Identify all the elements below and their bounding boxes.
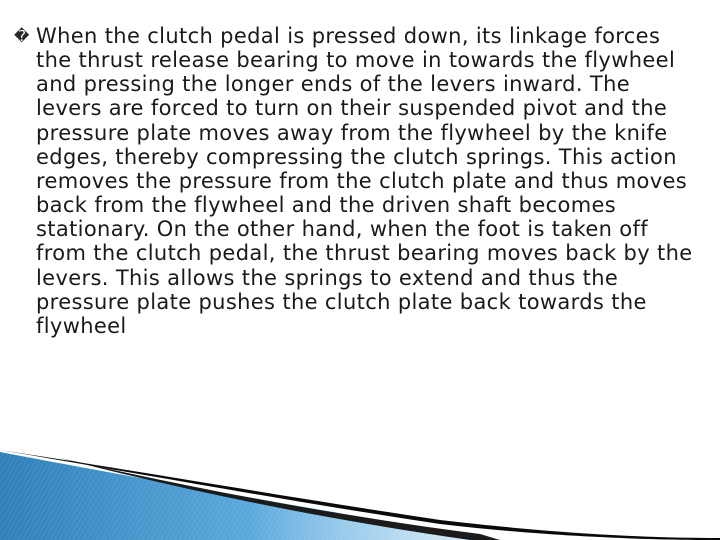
- bullet-marker-icon: �: [14, 27, 30, 45]
- body-paragraph: When the clutch pedal is pressed down, its linkage forces the thrust release bearing to move in towards the flywheel and pressing the longer ends of the levers inward. The levers are forced to turn on their suspended pivot and the pressure plate moves away from the flywheel by the knife edges, thereby compressing the clutch springs. This action removes the pressure from the clutch plate and thus moves back from the flywheel and the driven shaft becomes stationary. On the other hand, when the foot is taken off from the clutch pedal, the thrust bearing moves back by the levers. This allows the springs to extend and thus the pressure plate pushes the clutch plate back towards the flywheel: [36, 24, 693, 338]
- decorative-swoosh: [0, 450, 720, 540]
- bullet-list-item: [14, 24, 696, 338]
